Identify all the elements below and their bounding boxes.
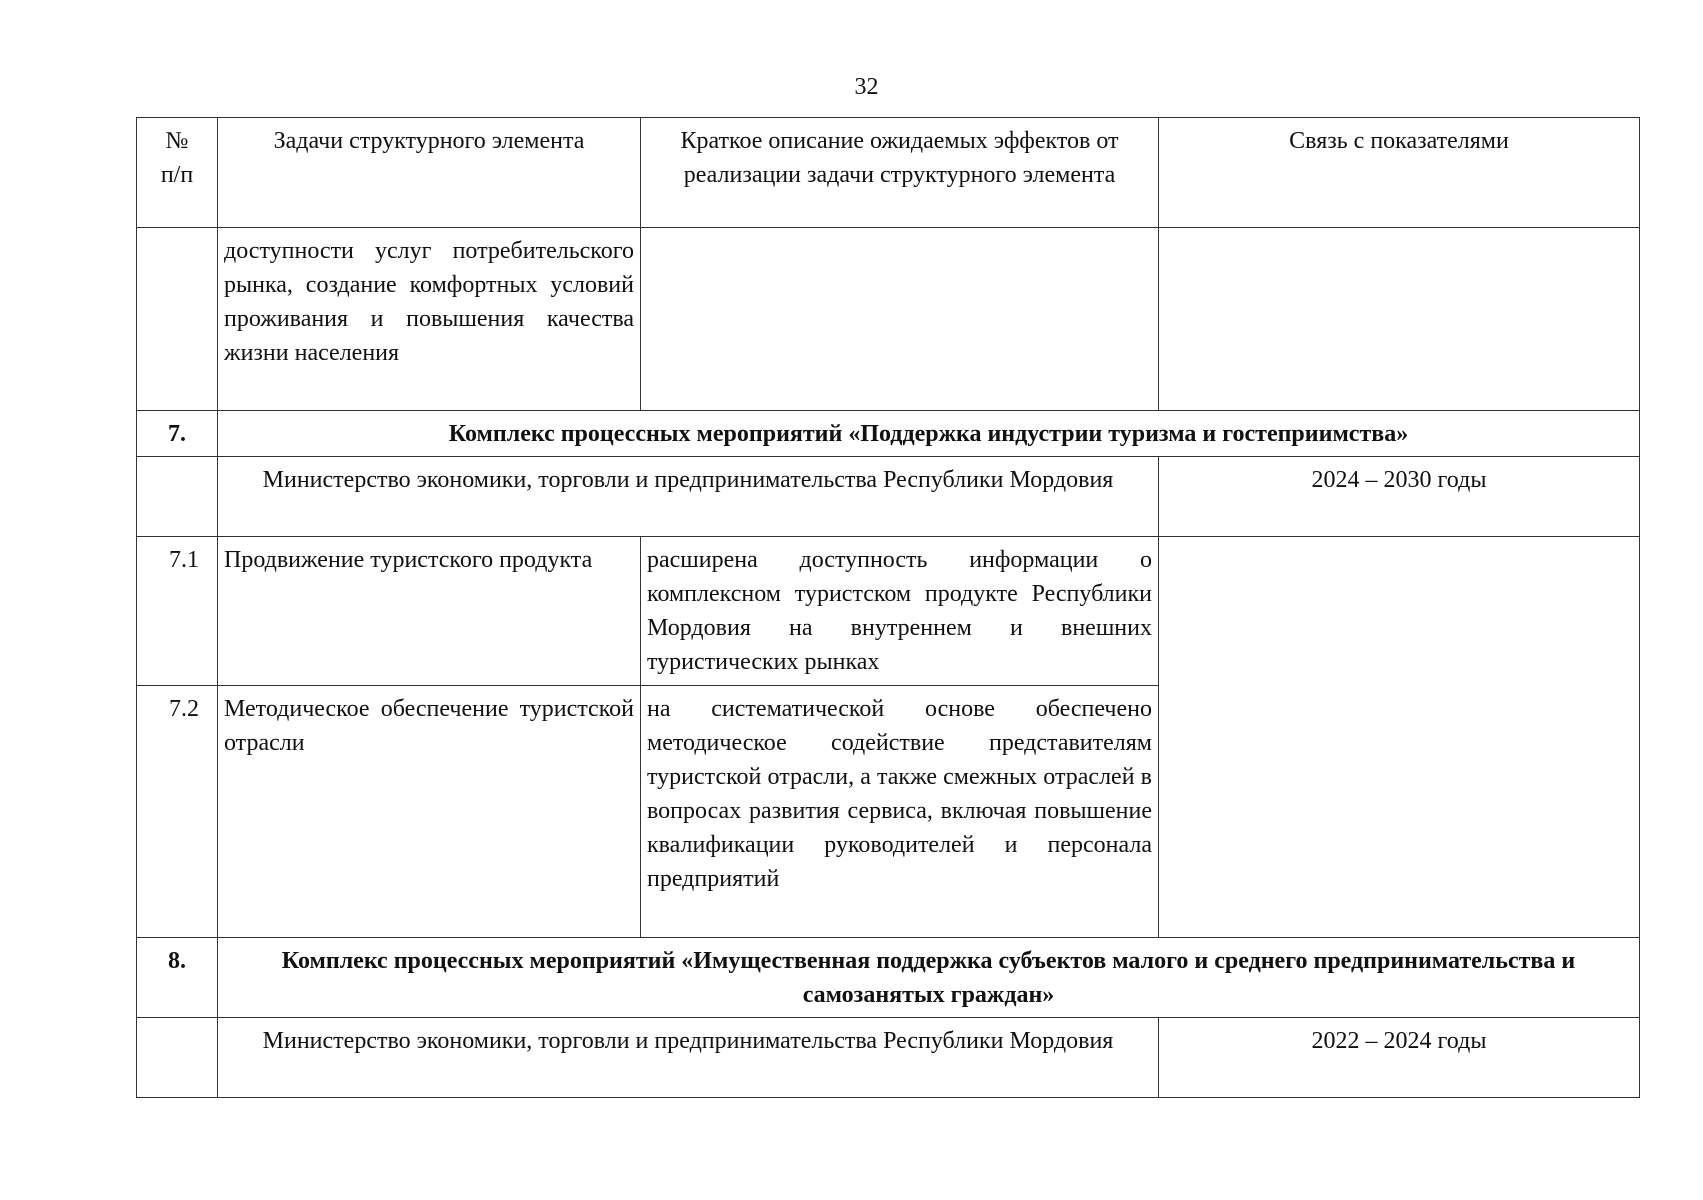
table-header-row <box>137 118 1640 228</box>
row-effect: расширена доступность информации о комплексном туристском продукте Республики Мордовия на внутреннем и внешних туристических рынках <box>641 537 1159 686</box>
header-effects: Краткое описание ожидаемых эффектов от реализации задачи структурного элемента <box>641 118 1159 228</box>
header-indicators: Связь с показателями <box>1159 118 1640 228</box>
section-number: 7. <box>137 411 218 457</box>
section-title: Комплекс процессных мероприятий «Поддержка индустрии туризма и гостеприимства» <box>218 411 1640 457</box>
row-task: Продвижение туристского продукта <box>218 537 641 686</box>
row-number: 7.2 <box>137 686 218 938</box>
row-indicator-cell <box>1159 228 1640 411</box>
section-number: 8. <box>137 938 218 1018</box>
section-header-row <box>137 938 1640 1018</box>
table-row <box>137 537 1640 686</box>
header-tasks: Задачи структурного элемента <box>218 118 641 228</box>
row-number-cell <box>137 1018 218 1098</box>
section-header-row <box>137 411 1640 457</box>
row-number-cell <box>137 457 218 537</box>
page-number: 32 <box>854 74 879 100</box>
responsible-organization: Министерство экономики, торговли и предпринимательства Республики Мордовия <box>218 457 1159 537</box>
row-effect: на систематической основе обеспечено методическое содействие представителям туристской отрасли, а также смежных отраслей в вопросах развития сервиса, включая повышение квалификации руководителей и персонала предприятий <box>641 686 1159 938</box>
row-number: 7.1 <box>137 537 218 686</box>
structural-elements-table <box>136 117 1640 1098</box>
responsible-organization: Министерство экономики, торговли и предпринимательства Республики Мордовия <box>218 1018 1159 1098</box>
row-effect-cell <box>641 228 1159 411</box>
section-responsible-row <box>137 1018 1640 1098</box>
section-responsible-row <box>137 457 1640 537</box>
header-number: № п/п <box>137 118 218 228</box>
row-number-cell <box>137 228 218 411</box>
row-task: Методическое обеспечение туристской отрасли <box>218 686 641 938</box>
implementation-period: 2022 – 2024 годы <box>1159 1018 1640 1098</box>
section-title: Комплекс процессных мероприятий «Имущественная поддержка субъектов малого и среднего предпринимательства и самозанятых граждан» <box>218 938 1640 1018</box>
implementation-period: 2024 – 2030 годы <box>1159 457 1640 537</box>
row-task-cell: доступности услуг потребительского рынка, создание комфортных условий проживания и повышения качества жизни населения <box>218 228 641 411</box>
table-row <box>137 228 1640 411</box>
row-indicator-cell <box>1159 537 1640 938</box>
